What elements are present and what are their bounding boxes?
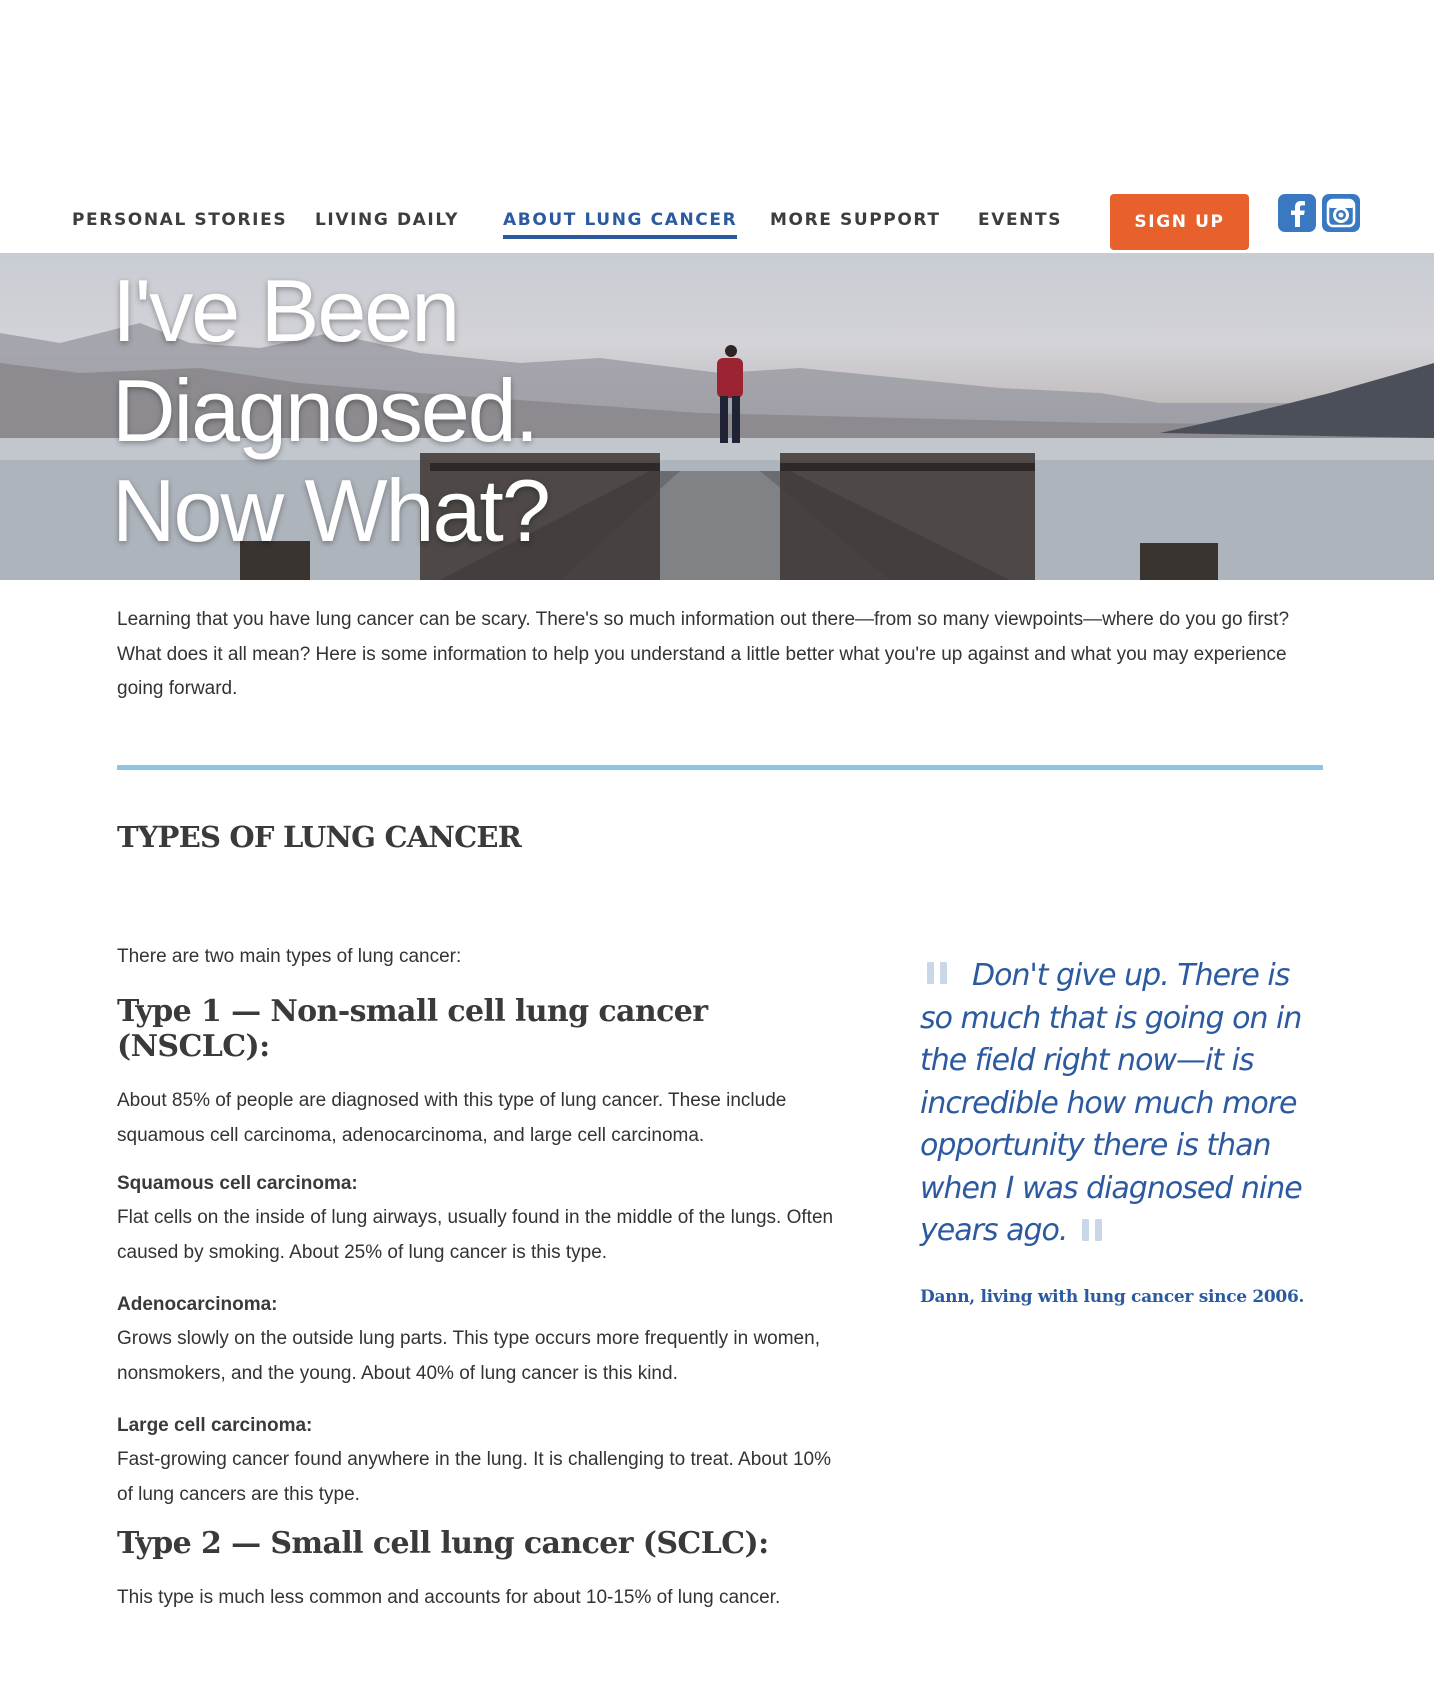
nav-about-lung-cancer[interactable]: ABOUT LUNG CANCER <box>503 210 738 230</box>
subtype-text: Grows slowly on the outside lung parts. This type occurs more frequently in women, nonsmokers, and the young. About 40% of lung cancer is this kind. <box>117 1328 820 1384</box>
nav-more-support[interactable]: MORE SUPPORT <box>770 210 941 230</box>
type2-text: This type is much less common and accounts for about 10-15% of lung cancer. <box>117 1587 781 1608</box>
hero-banner <box>0 253 1434 580</box>
subtype-heading: Large cell carcinoma: <box>117 1415 313 1436</box>
subtype-squamous <box>117 1173 837 1270</box>
nav-living-daily[interactable]: LIVING DAILY <box>315 210 460 230</box>
intro-paragraph: Learning that you have lung cancer can be scary. There's so much information out there—from so many viewpoints—where do you go first? What does it all mean? Here is some information to help you understand a little better what you're up against and what you may experience going forward. <box>117 609 1290 699</box>
subtype-text: Flat cells on the inside of lung airways, usually found in the middle of the lungs. Often caused by smoking. About 25% of lung cancer is this type. <box>117 1207 834 1263</box>
subtype-large-cell <box>117 1415 837 1512</box>
type2-heading: Type 2 — Small cell lung cancer (SCLC): <box>117 1526 769 1561</box>
pull-quote <box>920 955 1320 1253</box>
quote-text: Don't give up. There is so much that is going on in the field right now—it is incredible how much more opportunity there is than when I was diagnosed nine years ago. <box>920 958 1302 1248</box>
subtype-text: Fast-growing cancer found anywhere in the lung. It is challenging to treat. About 10% of lung cancers are this type. <box>117 1449 831 1505</box>
main-nav <box>0 190 1434 250</box>
instagram-icon[interactable] <box>1322 194 1360 232</box>
hero-title-line: Diagnosed. <box>112 361 538 460</box>
subtype-heading: Adenocarcinoma: <box>117 1294 278 1315</box>
hero-title <box>112 261 549 561</box>
close-quote-icon <box>1082 1219 1108 1241</box>
hero-title-line: I've Been <box>112 261 459 360</box>
nav-personal-stories[interactable]: PERSONAL STORIES <box>72 210 288 230</box>
hero-title-line: Now What? <box>112 461 549 560</box>
lead-text: There are two main types of lung cancer: <box>117 946 462 967</box>
subtype-adenocarcinoma <box>117 1294 837 1391</box>
quote-attribution: Dann, living with lung cancer since 2006. <box>920 1287 1305 1307</box>
subtype-heading: Squamous cell carcinoma: <box>117 1173 358 1194</box>
section-divider <box>117 765 1323 770</box>
nav-events[interactable]: EVENTS <box>978 210 1063 230</box>
type1-heading: Type 1 — Non-small cell lung cancer (NSCLC): <box>117 994 708 1064</box>
types-content <box>117 940 837 1616</box>
sign-up-button[interactable]: SIGN UP <box>1110 194 1249 250</box>
type1-text: About 85% of people are diagnosed with this type of lung cancer. These include squamous cell carcinoma, adenocarcinoma, and large cell carcinoma. <box>117 1090 787 1146</box>
section-title: TYPES OF LUNG CANCER <box>117 820 522 854</box>
facebook-icon[interactable] <box>1278 194 1316 232</box>
